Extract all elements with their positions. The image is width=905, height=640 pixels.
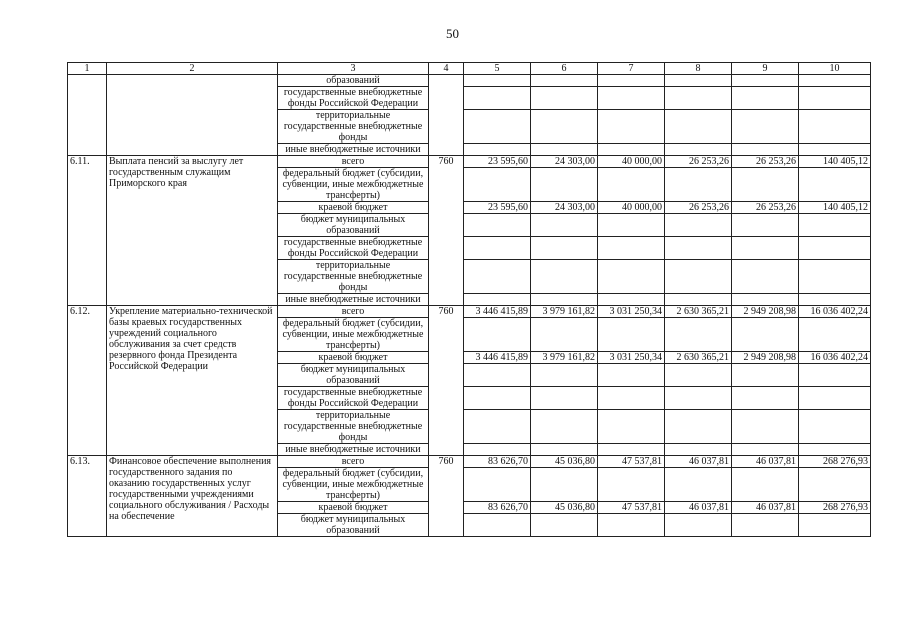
value-cell: [732, 168, 799, 202]
value-cell: [799, 75, 871, 87]
item-col4: 760: [429, 456, 464, 537]
value-cell: 2 949 208,98: [732, 306, 799, 318]
value-cell: [464, 294, 531, 306]
value-cell: [531, 468, 598, 502]
budget-table: [67, 62, 871, 537]
value-cell: [531, 75, 598, 87]
value-cell: 3 446 415,89: [464, 352, 531, 364]
value-cell: [531, 318, 598, 352]
value-cell: [598, 294, 665, 306]
funding-source: государственные внебюджетные фонды Российской Федерации: [278, 387, 429, 410]
value-cell: [665, 514, 732, 537]
item-col4: 760: [429, 156, 464, 306]
value-cell: 40 000,00: [598, 156, 665, 168]
value-cell: [531, 514, 598, 537]
value-cell: [799, 237, 871, 260]
value-cell: 2 630 365,21: [665, 352, 732, 364]
value-cell: [531, 144, 598, 156]
value-cell: [799, 110, 871, 144]
value-cell: [665, 75, 732, 87]
value-cell: [799, 144, 871, 156]
funding-source: государственные внебюджетные фонды Российской Федерации: [278, 237, 429, 260]
value-cell: [799, 168, 871, 202]
value-cell: [464, 387, 531, 410]
value-cell: 140 405,12: [799, 156, 871, 168]
value-cell: [732, 75, 799, 87]
value-cell: [531, 387, 598, 410]
funding-source: краевой бюджет: [278, 202, 429, 214]
value-cell: 26 253,26: [665, 156, 732, 168]
header-cell: 7: [598, 63, 665, 75]
funding-source: территориальные государственные внебюджетные фонды: [278, 410, 429, 444]
value-cell: [799, 410, 871, 444]
value-cell: 47 537,81: [598, 456, 665, 468]
value-cell: [799, 260, 871, 294]
name-cell: [107, 75, 278, 156]
value-cell: [598, 468, 665, 502]
value-cell: [665, 318, 732, 352]
value-cell: 47 537,81: [598, 502, 665, 514]
value-cell: [799, 294, 871, 306]
value-cell: [665, 468, 732, 502]
value-cell: [598, 237, 665, 260]
item-code: 6.11.: [68, 156, 107, 306]
source-cell: образований: [278, 75, 429, 87]
funding-source: федеральный бюджет (субсидии, субвенции, иные межбюджетные трансферты): [278, 468, 429, 502]
item-code: 6.12.: [68, 306, 107, 456]
source-cell: государственные внебюджетные фонды Российской Федерации: [278, 87, 429, 110]
item-name: Укрепление материально-технической базы краевых государственных учреждений социального обслуживания за счет средств резервного фонда Президента Российской Федерации: [107, 306, 278, 456]
value-cell: 46 037,81: [665, 456, 732, 468]
value-cell: [665, 260, 732, 294]
item-name: Выплата пенсий за выслугу лет государственным служащим Приморского края: [107, 156, 278, 306]
value-cell: 26 253,26: [732, 156, 799, 168]
value-cell: [732, 410, 799, 444]
value-cell: [665, 444, 732, 456]
value-cell: [464, 514, 531, 537]
value-cell: 45 036,80: [531, 456, 598, 468]
value-cell: [732, 237, 799, 260]
value-cell: 26 253,26: [665, 202, 732, 214]
value-cell: [665, 214, 732, 237]
value-cell: [732, 444, 799, 456]
value-cell: [799, 514, 871, 537]
value-cell: [598, 514, 665, 537]
value-cell: [464, 444, 531, 456]
value-cell: [732, 214, 799, 237]
value-cell: 45 036,80: [531, 502, 598, 514]
source-cell: иные внебюджетные источники: [278, 144, 429, 156]
value-cell: [464, 410, 531, 444]
value-cell: [598, 364, 665, 387]
value-cell: [799, 468, 871, 502]
value-cell: 3 031 250,34: [598, 306, 665, 318]
value-cell: [464, 75, 531, 87]
value-cell: [665, 364, 732, 387]
value-cell: 24 303,00: [531, 156, 598, 168]
value-cell: [464, 87, 531, 110]
value-cell: [464, 168, 531, 202]
value-cell: 23 595,60: [464, 156, 531, 168]
value-cell: 3 031 250,34: [598, 352, 665, 364]
funding-source: всего: [278, 156, 429, 168]
value-cell: [598, 168, 665, 202]
value-cell: 46 037,81: [732, 456, 799, 468]
value-cell: [665, 410, 732, 444]
value-cell: [464, 468, 531, 502]
value-cell: [799, 364, 871, 387]
value-cell: [531, 237, 598, 260]
value-cell: [598, 387, 665, 410]
value-cell: 23 595,60: [464, 202, 531, 214]
value-cell: [464, 110, 531, 144]
value-cell: [732, 294, 799, 306]
header-cell: 5: [464, 63, 531, 75]
funding-source: краевой бюджет: [278, 352, 429, 364]
funding-source: всего: [278, 456, 429, 468]
funding-source: федеральный бюджет (субсидии, субвенции, иные межбюджетные трансферты): [278, 318, 429, 352]
funding-source: иные внебюджетные источники: [278, 294, 429, 306]
value-cell: [531, 410, 598, 444]
value-cell: [531, 214, 598, 237]
value-cell: [598, 444, 665, 456]
funding-source: бюджет муниципальных образований: [278, 214, 429, 237]
value-cell: [531, 260, 598, 294]
funding-source: федеральный бюджет (субсидии, субвенции, иные межбюджетные трансферты): [278, 168, 429, 202]
value-cell: [732, 364, 799, 387]
funding-source: бюджет муниципальных образований: [278, 364, 429, 387]
value-cell: 3 979 161,82: [531, 306, 598, 318]
value-cell: [732, 318, 799, 352]
value-cell: 2 630 365,21: [665, 306, 732, 318]
value-cell: [732, 468, 799, 502]
value-cell: [665, 387, 732, 410]
value-cell: 46 037,81: [665, 502, 732, 514]
value-cell: [531, 87, 598, 110]
value-cell: [732, 387, 799, 410]
header-cell: 10: [799, 63, 871, 75]
value-cell: [665, 294, 732, 306]
value-cell: 3 446 415,89: [464, 306, 531, 318]
value-cell: [531, 364, 598, 387]
value-cell: [464, 260, 531, 294]
header-cell: 3: [278, 63, 429, 75]
item-name: Финансовое обеспечение выполнения государственного задания по оказанию государственных услуг государственными учреждениями социального обслуживания / Расходы на обеспечение: [107, 456, 278, 537]
value-cell: [799, 444, 871, 456]
header-cell: 1: [68, 63, 107, 75]
value-cell: [598, 87, 665, 110]
value-cell: 268 276,93: [799, 502, 871, 514]
value-cell: [531, 168, 598, 202]
value-cell: [665, 168, 732, 202]
value-cell: [531, 444, 598, 456]
value-cell: [464, 214, 531, 237]
value-cell: [799, 318, 871, 352]
code-cell: [68, 75, 107, 156]
item-col4: 760: [429, 306, 464, 456]
value-cell: [464, 144, 531, 156]
header-cell: 2: [107, 63, 278, 75]
table-row: [68, 75, 871, 87]
value-cell: 3 979 161,82: [531, 352, 598, 364]
value-cell: 268 276,93: [799, 456, 871, 468]
value-cell: [598, 260, 665, 294]
value-cell: [665, 237, 732, 260]
value-cell: [598, 410, 665, 444]
value-cell: [732, 144, 799, 156]
value-cell: [464, 318, 531, 352]
value-cell: [531, 294, 598, 306]
value-cell: [598, 75, 665, 87]
funding-source: иные внебюджетные источники: [278, 444, 429, 456]
funding-source: краевой бюджет: [278, 502, 429, 514]
value-cell: [732, 87, 799, 110]
table-row: [68, 156, 871, 168]
value-cell: [665, 110, 732, 144]
table-row: [68, 456, 871, 468]
value-cell: [598, 318, 665, 352]
source-cell: территориальные государственные внебюджетные фонды: [278, 110, 429, 144]
value-cell: 2 949 208,98: [732, 352, 799, 364]
value-cell: 83 626,70: [464, 502, 531, 514]
item-code: 6.13.: [68, 456, 107, 537]
page-number: 50: [446, 26, 459, 41]
value-cell: [531, 110, 598, 144]
value-cell: [598, 110, 665, 144]
value-cell: [665, 144, 732, 156]
value-cell: [598, 144, 665, 156]
value-cell: [799, 87, 871, 110]
value-cell: [665, 87, 732, 110]
value-cell: [464, 364, 531, 387]
value-cell: [732, 514, 799, 537]
value-cell: [799, 214, 871, 237]
header-cell: 4: [429, 63, 464, 75]
funding-source: бюджет муниципальных образований: [278, 514, 429, 537]
value-cell: 46 037,81: [732, 502, 799, 514]
value-cell: 26 253,26: [732, 202, 799, 214]
header-cell: 6: [531, 63, 598, 75]
header-row: [68, 63, 871, 75]
value-cell: 16 036 402,24: [799, 352, 871, 364]
value-cell: 83 626,70: [464, 456, 531, 468]
value-cell: 24 303,00: [531, 202, 598, 214]
value-cell: [464, 237, 531, 260]
table-row: [68, 306, 871, 318]
value-cell: 140 405,12: [799, 202, 871, 214]
header-cell: 8: [665, 63, 732, 75]
value-cell: [598, 214, 665, 237]
value-cell: 40 000,00: [598, 202, 665, 214]
value-cell: 16 036 402,24: [799, 306, 871, 318]
value-cell: [732, 260, 799, 294]
header-cell: 9: [732, 63, 799, 75]
funding-source: территориальные государственные внебюджетные фонды: [278, 260, 429, 294]
value-cell: [799, 387, 871, 410]
col4-cell: [429, 75, 464, 156]
funding-source: всего: [278, 306, 429, 318]
value-cell: [732, 110, 799, 144]
